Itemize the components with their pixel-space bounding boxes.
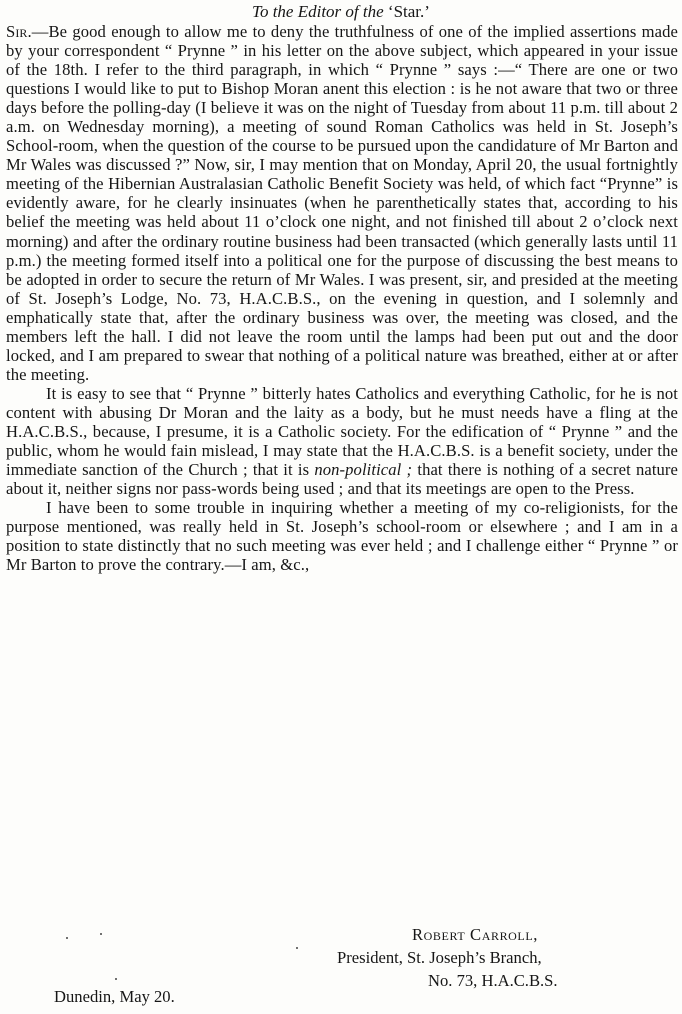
signature-branch: No. 73, H.A.C.B.S. (428, 971, 558, 990)
paragraph-2-emphasis: non-political ; (314, 460, 413, 480)
print-speck (115, 978, 117, 980)
print-speck (100, 933, 102, 935)
paragraph-1-text: —Be good enough to allow me to deny the truthfulness of one of the implied assertions made by your correspondent “ Prynne ” in his letter on the above subject, which appeared in your issue of the 18th. I refer to the third paragraph, in which “ Prynne ” says :—“ There are one or two questions I would like to put to Bishop Moran anent this election : is he not aware that two or three days before the polling-day (I believe it was on the night of Tuesday from about 11 p.m. till about 2 a.m. on Wednesday morning), a meeting of sound Roman Catholics was held in St. Joseph’s School-room, when the question of the course to be pursued upon the candidature of Mr Barton and Mr Wales was discussed ?” Now, sir, I may mention that on Monday, April 20, the usual fortnightly meeting of the Hibernian Australasian Catholic Benefit Society was held, of which fact “Prynne” is evidently aware, for he clearly insinuates (when he parenthetically states that, according to his belief the meeting was held about 11 o’clock one night, and not finished till about 2 o’clock next morning) and after the ordinary routine business had been transacted (which generally lasts until 11 p.m.) the meeting formed itself into a political one for the purpose of discussing the best means to be adopted in order to secure the return of Mr Wales. I was present, sir, and presided at the meeting of St. Joseph’s Lodge, No. 73, H.A.C.B.S., on the evening in question, and I solemnly and emphatically state that, after the ordinary business was over, the meeting was closed, and the members left the hall. I did not leave the room until the lamps had been put out and the door locked, and I am prepared to swear that nothing of a political nature was breathed, either at or after the meeting. (6, 22, 678, 384)
print-speck (296, 947, 298, 949)
print-speck (66, 937, 68, 939)
dateline: Dunedin, May 20. (54, 987, 175, 1006)
paragraph-2 (6, 384, 678, 498)
signature-name: Robert Carroll, (412, 925, 539, 944)
paragraph-2-text-end: that there is nothing of a secret nature about it, neither signs nor pass-words being used ; and that its meetings are open to the Press. (6, 460, 679, 499)
salutation: Sir. (6, 22, 32, 41)
newspaper-name: ‘Star.’ (387, 2, 430, 21)
paragraph-3-text: I have been to some trouble in inquiring whether a meeting of my co-religionists, for the purpose mentioned, was really held in St. Joseph’s school-room or elsewhere ; and I am in a position to state distinctly that no such meeting was ever held ; and I challenge either “ Prynne ” or Mr Barton to prove the contrary.—I am, &c., (6, 498, 678, 575)
signature-title: President, St. Joseph’s Branch, (337, 948, 542, 967)
letter-body (6, 22, 678, 574)
paragraph-1 (6, 22, 678, 384)
paragraph-2-text-start: It is easy to see that “ Prynne ” bitterly hates Catholics and everything Catholic, for he is not content with abusing Dr Moran and the laity as a body, but he must needs have a fling at the H.A.C.B.S., because, I presume, it is a Catholic society. For the edification of “ Prynne ” and the public, whom he would fain mislead, I may state that the H.A.C.B.S. is a benefit society, under the immediate sanction of the Church ; that it is (6, 383, 678, 480)
letter-heading (0, 2, 682, 22)
heading-prefix: To the Editor of the (252, 2, 384, 21)
paragraph-3 (6, 498, 678, 574)
